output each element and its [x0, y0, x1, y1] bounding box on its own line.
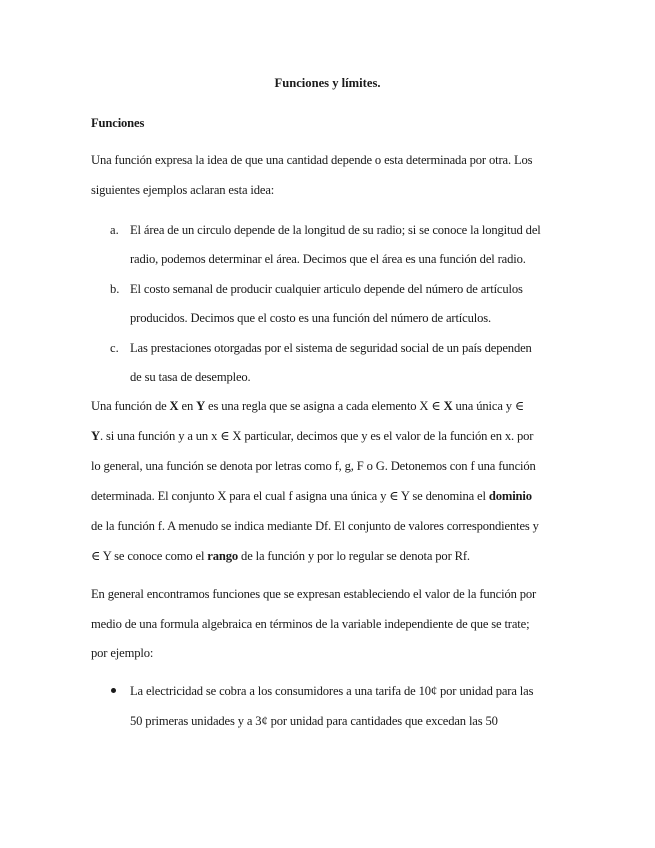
intro-line-2: siguientes ejemplos aclaran esta idea: [91, 183, 275, 197]
term-rango: rango [207, 549, 239, 563]
definition-line-6: ∈ Y se conoce como el rango de la función y por lo regular se denota por Rf. [91, 549, 470, 563]
page-title: Funciones y límites. [274, 76, 381, 90]
example-c-line-1: Las prestaciones otorgadas por el sistema de seguridad social de un país dependen [130, 341, 532, 355]
definition-line-3: lo general, una función se denota por letras como f, g, F o G. Detonemos con f una función [91, 459, 536, 473]
example-a-line-1: El área de un circulo depende de la longitud de su radio; si se conoce la longitud del [130, 223, 541, 237]
term-dominio: dominio [488, 489, 532, 503]
definition-line-4: determinada. El conjunto X para el cual f asigna una única y ∈ Y se denomina el dominio [91, 489, 532, 503]
general-line-1: En general encontramos funciones que se expresan estableciendo el valor de la función por [91, 587, 537, 601]
definition-line-1: Una función de X en Y es una regla que se asigna a cada elemento X ∈ X una única y ∈ [91, 399, 525, 413]
general-line-3: por ejemplo: [91, 646, 154, 660]
example-b-line-1: El costo semanal de producir cualquier articulo depende del número de artículos [130, 282, 523, 296]
bullet-item-line-1: La electricidad se cobra a los consumidores a una tarifa de 10¢ por unidad para las [130, 684, 534, 698]
definition-line-2: Y. si una función y a un x ∈ X particular, decimos que y es el valor de la función en x. por [91, 429, 534, 443]
section-heading: Funciones [91, 116, 145, 130]
intro-line-1: Una función expresa la idea de que una cantidad depende o esta determinada por otra. Los [91, 153, 533, 167]
general-line-2: medio de una formula algebraica en términos de la variable independiente de que se trate; [91, 617, 530, 631]
bullet-item-line-2: 50 primeras unidades y a 3¢ por unidad para cantidades que excedan las 50 [130, 714, 498, 728]
bullet-icon [111, 688, 116, 693]
list-marker-a: a. [110, 223, 119, 237]
list-marker-b: b. [110, 282, 120, 296]
example-a-line-2: radio, podemos determinar el área. Decimos que el área es una función del radio. [130, 252, 526, 266]
example-b-line-2: producidos. Decimos que el costo es una función del número de artículos. [130, 311, 491, 325]
example-c-line-2: de su tasa de desempleo. [130, 370, 251, 384]
list-marker-c: c. [110, 341, 119, 355]
definition-line-5: de la función f. A menudo se indica mediante Df. El conjunto de valores correspondientes y [91, 519, 539, 533]
